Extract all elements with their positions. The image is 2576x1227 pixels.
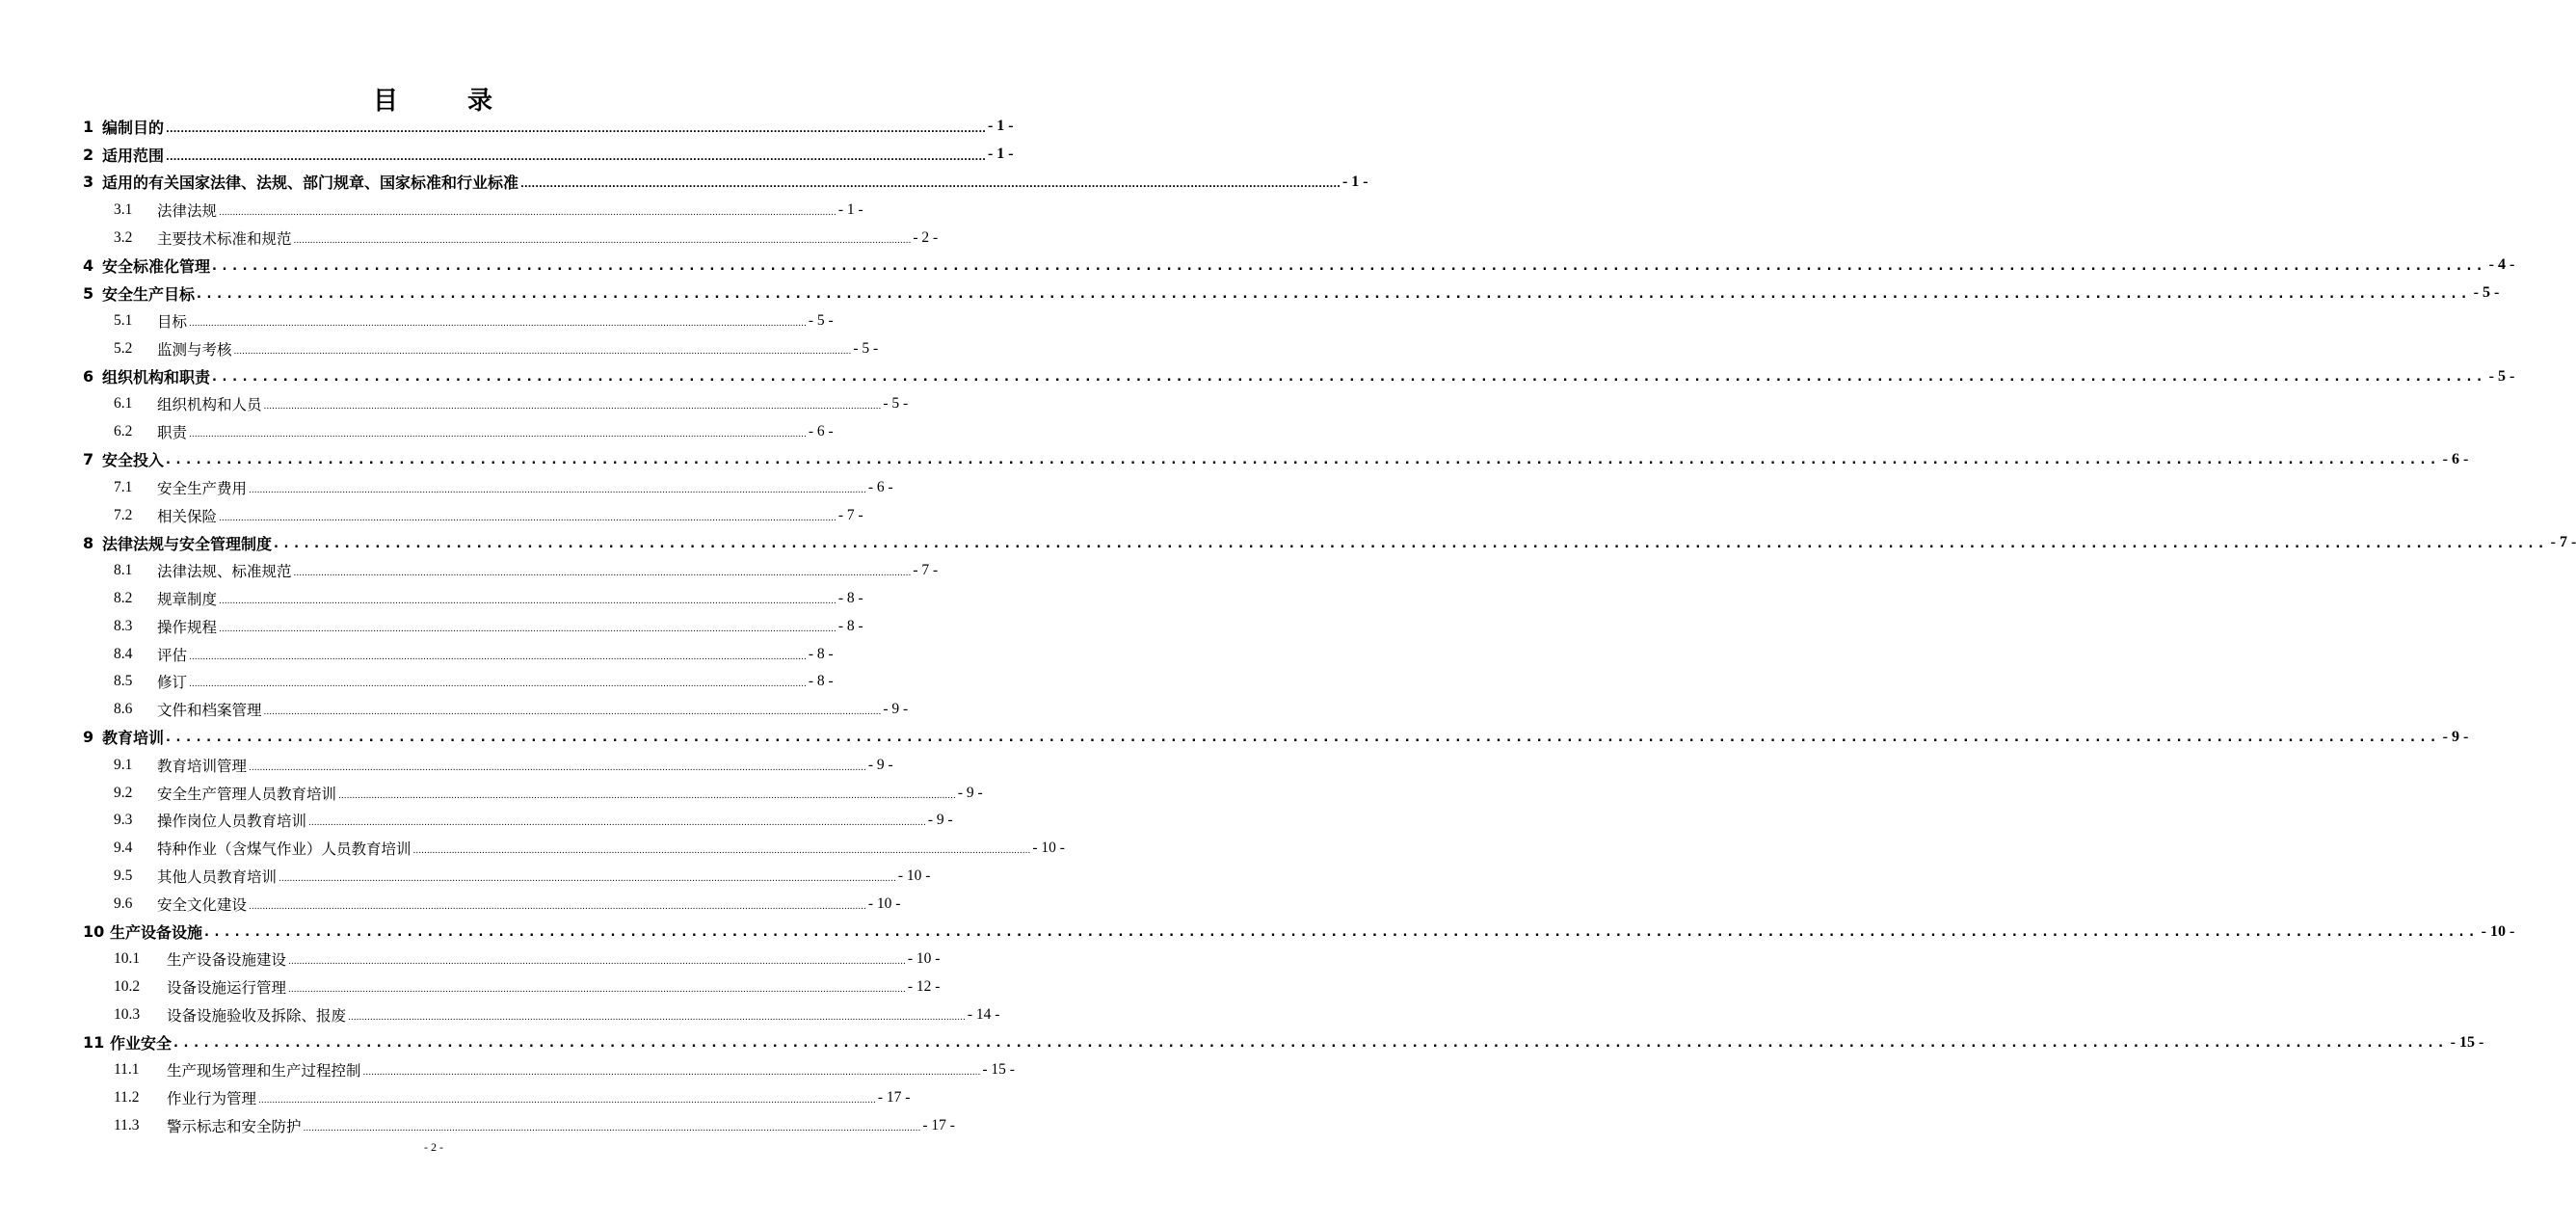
toc-section-entry[interactable] [83,1084,911,1112]
toc-dot-leader: ................................................................................................................................................................................................................................ [303,1124,921,1134]
toc-section-entry[interactable] [83,473,893,501]
toc-entry-number: 11 [83,1033,105,1053]
toc-chapter-entry[interactable] [83,280,2500,307]
toc-entry-label: 主要技术标准和规范 [157,229,292,248]
toc-section-entry[interactable] [83,196,863,224]
toc-entry-number: 3 [83,173,94,192]
toc-entry-number: 9.4 [114,840,133,857]
toc-dot-leader: ................................................................................................................................................................................................................................ [189,652,807,662]
toc-entry-page-number: - 12 - [907,978,941,996]
toc-chapter-entry[interactable] [83,446,2469,474]
toc-dot-leader: ................................................................................................................................................................................................................................ [293,569,912,579]
toc-entry-page-number: - 17 - [877,1089,911,1107]
toc-entry-label: 职责 [157,424,188,442]
toc-section-entry[interactable] [83,640,834,668]
toc-entry-number: 5.2 [114,339,133,357]
toc-section-entry[interactable] [83,946,941,974]
toc-chapter-entry[interactable] [83,362,2515,390]
toc-dot-leader: ................................................................................................................................................................................................................................ [166,151,986,163]
toc-entry-page-number: - 8 - [808,645,834,662]
toc-entry-page-number: - 9 - [867,756,893,773]
toc-entry-number: 3.2 [114,228,133,246]
toc-entry-label: 安全标准化管理 [102,256,211,276]
toc-entry-label: 相关保险 [157,507,218,525]
toc-dot-leader: ................................................................................................................................................................................................................................ [279,873,896,884]
toc-entry-page-number: - 9 - [883,701,909,718]
toc-entry-page-number: - 17 - [922,1117,955,1134]
toc-dot-leader: ................................................................................................................................................................................................................................ [263,707,882,718]
toc-dot-leader: ................................................................................................................................................................................................................................ [219,513,837,523]
toc-section-entry[interactable] [83,612,863,640]
toc-entry-number: 6.1 [114,395,133,413]
toc-dot-leader: ................................................................................................................................................................................................................................ [412,846,1031,857]
toc-entry-page-number: - 5 - [853,339,879,357]
toc-entry-number: 7.1 [114,478,133,495]
toc-dot-leader: ................................................................................................................................................................................................................................ [362,1068,981,1079]
toc-dot-leader: ................................................................................................................................................................................................................................ [166,731,2441,746]
toc-section-entry[interactable] [83,835,1065,863]
toc-entry-page-number: - 6 - [867,478,893,495]
toc-chapter-entry[interactable] [83,252,2515,280]
toc-entry-label: 警示标志和安全防护 [167,1118,302,1136]
toc-entry-label: 特种作业（含煤气作业）人员教育培训 [157,840,412,859]
page-footer-number: - 2 - [424,1140,443,1154]
toc-dot-leader: ................................................................................................................................................................................................................................ [249,901,866,912]
toc-entry-label: 修订 [157,674,188,692]
toc-chapter-entry[interactable] [83,113,1014,141]
toc-dot-leader: ................................................................................................................................................................................................................................ [249,485,866,495]
toc-entry-number: 8 [83,533,94,552]
toc-entry-page-number: - 7 - [2550,534,2576,551]
toc-entry-label: 适用的有关国家法律、法规、部门规章、国家标准和行业标准 [102,173,519,193]
toc-entry-label: 文件和档案管理 [157,702,262,720]
toc-entry-label: 生产现场管理和生产过程控制 [167,1062,361,1080]
toc-dot-leader: ................................................................................................................................................................................................................................ [189,680,807,690]
toc-entry-page-number: - 15 - [2450,1033,2484,1051]
toc-section-entry[interactable] [83,751,893,779]
toc-entry-page-number: - 14 - [967,1005,1000,1023]
toc-entry-label: 安全生产费用 [157,479,248,497]
toc-section-entry[interactable] [83,696,909,724]
toc-dot-leader: ................................................................................................................................................................................................................................ [197,286,2472,302]
toc-entry-label: 组织机构和职责 [102,368,211,387]
toc-title-part1: 目 [372,87,400,116]
table-of-contents [83,113,2576,1139]
toc-entry-label: 安全生产管理人员教育培训 [157,785,337,803]
toc-section-entry[interactable] [83,307,834,335]
toc-section-entry[interactable] [83,974,941,1001]
toc-section-entry[interactable] [83,557,939,585]
toc-entry-number: 9.5 [114,867,133,884]
toc-dot-leader: ................................................................................................................................................................................................................................ [219,207,837,218]
toc-entry-number: 11.1 [114,1061,140,1079]
toc-entry-number: 9 [83,728,94,747]
toc-dot-leader: ................................................................................................................................................................................................................................ [212,370,2487,386]
toc-chapter-entry[interactable] [83,169,1368,197]
toc-entry-page-number: - 4 - [2488,256,2515,274]
toc-entry-label: 作业行为管理 [167,1090,257,1108]
toc-dot-leader: ................................................................................................................................................................................................................................ [288,957,906,968]
toc-entry-number: 8.3 [114,617,133,634]
toc-section-entry[interactable] [83,807,953,835]
toc-section-entry[interactable] [83,890,901,918]
toc-entry-number: 7 [83,450,94,469]
toc-entry-page-number: - 10 - [907,950,941,968]
toc-entry-number: 10.2 [114,978,141,996]
toc-chapter-entry[interactable] [83,529,2576,557]
toc-section-entry[interactable] [83,1112,955,1140]
toc-entry-label: 生产设备设施建设 [167,951,287,970]
toc-entry-label: 操作规程 [157,618,218,636]
toc-section-entry[interactable] [83,585,863,613]
toc-entry-label: 组织机构和人员 [157,396,262,414]
toc-dot-leader: ................................................................................................................................................................................................................................ [274,536,2549,551]
toc-entry-label: 安全投入 [102,451,165,470]
toc-entry-page-number: - 5 - [2473,284,2500,302]
toc-section-entry[interactable] [83,1001,1000,1029]
toc-dot-leader: ................................................................................................................................................................................................................................ [263,402,882,413]
toc-entry-number: 6.2 [114,423,133,440]
toc-entry-label: 监测与考核 [157,340,232,359]
toc-entry-page-number: - 10 - [897,867,931,884]
toc-entry-label: 编制目的 [102,118,165,137]
toc-section-entry[interactable] [83,334,879,362]
toc-section-entry[interactable] [83,863,931,891]
toc-entry-page-number: - 1 - [987,146,1014,163]
toc-entry-page-number: - 5 - [2488,367,2515,385]
toc-entry-label: 安全生产目标 [102,284,196,304]
toc-entry-number: 9.6 [114,894,133,912]
toc-entry-number: 11.3 [114,1117,140,1134]
toc-entry-page-number: - 10 - [2481,922,2515,940]
toc-entry-label: 作业安全 [110,1034,173,1054]
toc-entry-label: 安全文化建设 [157,895,248,914]
toc-entry-page-number: - 8 - [808,673,834,690]
toc-entry-label: 法律法规 [157,201,218,220]
toc-entry-page-number: - 1 - [837,200,863,218]
toc-entry-page-number: - 6 - [2442,450,2469,467]
toc-dot-leader: ................................................................................................................................................................................................................................ [204,925,2480,940]
toc-entry-number: 9.2 [114,784,133,801]
toc-entry-label: 评估 [157,646,188,664]
toc-entry-number: 7.2 [114,506,133,523]
toc-entry-label: 规章制度 [157,590,218,608]
toc-section-entry[interactable] [83,224,939,252]
toc-entry-number: 1 [83,117,94,136]
toc-entry-page-number: - 1 - [1341,173,1368,190]
toc-chapter-entry[interactable] [83,918,2515,946]
toc-entry-number: 9.1 [114,756,133,773]
toc-entry-page-number: - 9 - [957,784,983,801]
toc-entry-page-number: - 7 - [837,506,863,523]
toc-entry-page-number: - 6 - [808,423,834,440]
toc-entry-number: 5.1 [114,311,133,329]
toc-entry-page-number: - 8 - [837,617,863,634]
toc-entry-label: 设备设施运行管理 [167,979,287,998]
toc-dot-leader: ................................................................................................................................................................................................................................ [308,818,926,829]
toc-entry-number: 11.2 [114,1089,140,1107]
toc-entry-number: 8.2 [114,589,133,606]
toc-entry-label: 目标 [157,312,188,331]
toc-dot-leader: ................................................................................................................................................................................................................................ [166,123,986,135]
toc-dot-leader: ................................................................................................................................................................................................................................ [166,453,2441,468]
toc-section-entry[interactable] [83,668,834,696]
toc-entry-number: 3.1 [114,200,133,218]
toc-section-entry[interactable] [83,1056,1015,1084]
toc-dot-leader: ................................................................................................................................................................................................................................ [173,1036,2449,1052]
toc-section-entry[interactable] [83,501,863,529]
toc-entry-page-number: - 8 - [837,589,863,606]
toc-entry-page-number: - 7 - [913,562,939,579]
toc-dot-leader: ................................................................................................................................................................................................................................ [212,258,2487,274]
toc-section-entry[interactable] [83,418,834,446]
toc-dot-leader: ................................................................................................................................................................................................................................ [288,985,906,996]
toc-entry-number: 4 [83,255,94,275]
toc-entry-number: 10 [83,922,105,941]
toc-entry-number: 8.1 [114,562,133,579]
toc-chapter-entry[interactable] [83,724,2469,752]
toc-chapter-entry[interactable] [83,141,1014,169]
toc-entry-number: 8.6 [114,701,133,718]
toc-entry-page-number: - 5 - [808,311,834,329]
toc-dot-leader: ................................................................................................................................................................................................................................ [189,430,807,440]
toc-entry-label: 其他人员教育培训 [157,867,278,886]
toc-entry-page-number: - 9 - [2442,728,2469,745]
toc-entry-number: 10.1 [114,950,141,968]
toc-dot-leader: ................................................................................................................................................................................................................................ [219,596,837,606]
toc-dot-leader: ................................................................................................................................................................................................................................ [219,624,837,634]
toc-dot-leader: ................................................................................................................................................................................................................................ [189,318,807,329]
toc-entry-number: 8.4 [114,645,133,662]
toc-section-entry[interactable] [83,390,909,418]
toc-dot-leader: ................................................................................................................................................................................................................................ [258,1096,876,1107]
toc-entry-label: 法律法规与安全管理制度 [102,534,273,553]
toc-entry-number: 6 [83,367,94,387]
toc-entry-label: 教育培训管理 [157,757,248,775]
toc-entry-number: 8.5 [114,673,133,690]
toc-dot-leader: ................................................................................................................................................................................................................................ [249,762,866,773]
toc-entry-label: 适用范围 [102,146,165,165]
toc-dot-leader: ................................................................................................................................................................................................................................ [338,790,956,801]
toc-title [0,81,867,117]
toc-entry-page-number: - 10 - [867,894,901,912]
toc-entry-number: 10.3 [114,1005,141,1023]
toc-entry-label: 法律法规、标准规范 [157,563,292,581]
toc-entry-label: 操作岗位人员教育培训 [157,813,307,831]
toc-dot-leader: ................................................................................................................................................................................................................................ [348,1012,966,1023]
toc-entry-page-number: - 15 - [982,1061,1015,1079]
toc-entry-number: 9.3 [114,812,133,829]
toc-entry-label: 生产设备设施 [110,923,203,942]
toc-dot-leader: ................................................................................................................................................................................................................................ [293,235,912,246]
toc-entry-page-number: - 2 - [913,228,939,246]
toc-entry-label: 设备设施验收及拆除、报废 [167,1006,347,1025]
toc-chapter-entry[interactable] [83,1028,2484,1056]
toc-entry-page-number: - 1 - [987,118,1014,135]
toc-entry-number: 5 [83,283,94,303]
toc-title-part2: 录 [467,87,495,116]
toc-entry-page-number: - 5 - [883,395,909,413]
toc-dot-leader: ................................................................................................................................................................................................................................ [233,346,852,357]
toc-entry-number: 2 [83,145,94,164]
toc-dot-leader: ................................................................................................................................................................................................................................ [520,179,1341,191]
toc-entry-page-number: - 10 - [1032,840,1065,857]
toc-entry-label: 教育培训 [102,729,165,748]
toc-section-entry[interactable] [83,779,983,807]
toc-entry-page-number: - 9 - [927,812,953,829]
